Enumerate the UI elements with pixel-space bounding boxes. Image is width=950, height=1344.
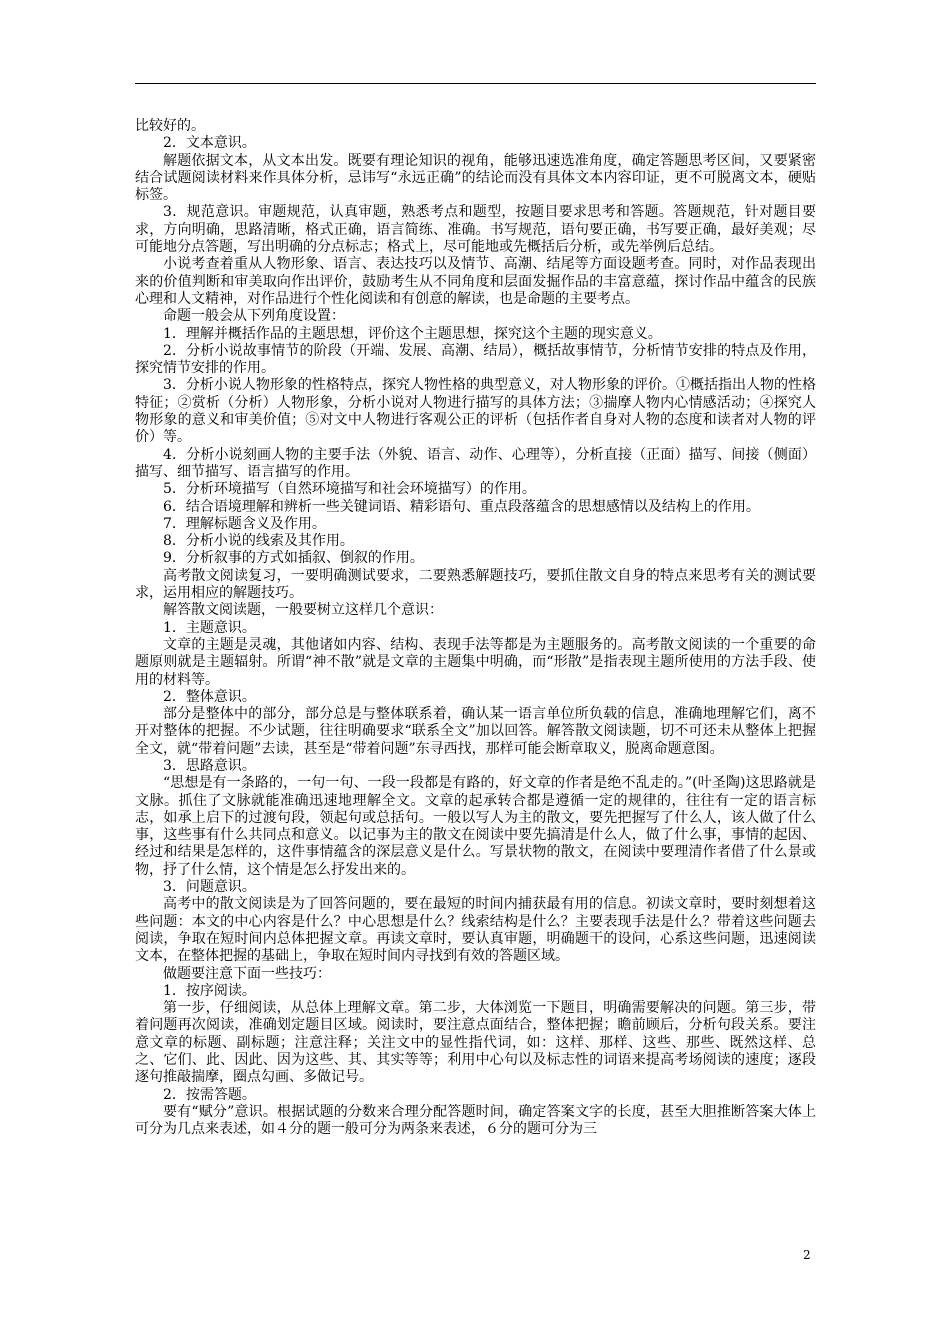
paragraph: 解答散文阅读题，一般要树立这样几个意识： bbox=[163, 602, 443, 619]
paragraph: 1．按序阅读。 bbox=[163, 982, 256, 999]
paragraph: 2．文本意识。 bbox=[163, 135, 256, 152]
paragraph: 9．分析叙事的方式如插叙、倒叙的作用。 bbox=[163, 550, 424, 567]
paragraph: 第一步，仔细阅读，从总体上理解文章。第二步，大体浏览一下题目，明确需要解决的问题。第三步，带着问题再次阅读，准确划定题目区域。阅读时，要注意点面结合，整体把握；瞻前顾后，分析句段关系。要注意文章的标题、副标题；注意注释；关注文中的显性指代词，如：这样、那样、这些、那些、既然这样、总之、它们、此、因此、因为这些、其、其实等等；利用中心句以及标志性的词语来提高考场阅读的速度；逐段逐句推敲揣摩，圈点勾画、多做记号。 bbox=[135, 1000, 816, 1086]
paragraph: 3．分析小说人物形象的性格特点，探究人物性格的典型意义，对人物形象的评价。①概括指出人物的性格特征；②赏析（分析）人物形象，分析小说对人物进行描写的具体方法；③揣摩人物内心情感活动；④探究人物形象的意义和审美价值；⑤对文中人物进行客观公正的评析（包括作者自身对人物的态度和读者对人物的评价）等。 bbox=[135, 377, 816, 446]
paragraph: 5．分析环境描写（自然环境描写和社会环境描写）的作用。 bbox=[163, 481, 536, 498]
paragraph: “思想是有一条路的，一句一句、一段一段都是有路的，好文章的作者是绝不乱走的。”(叶圣陶)这思路就是文脉。抓住了文脉就能准确迅速地理解全文。文章的起承转合都是遵循一定的规律的，往往有一定的语言标志，如承上启下的过渡句段，领起句或总括句。一般以写人为主的散文，要先把握写了什么人，该人做了什么事，这些事有什么共同点和意义。以记事为主的散文在阅读中要先搞清是什么人，做了什么事，事情的起因、经过和结果是怎样的，这件事情蕴含的深层意义是什么。写景状物的散文，在阅读中要理清作者借了什么景或物，抒了什么情，这个情是怎么抒发出来的。 bbox=[135, 775, 816, 878]
header-rule bbox=[135, 83, 816, 84]
paragraph: 2．按需答题。 bbox=[163, 1086, 256, 1103]
paragraph: 高考散文阅读复习，一要明确测试要求，二要熟悉解题技巧，要抓住散文自身的特点来思考有关的测试要求，运用相应的解题技巧。 bbox=[135, 567, 816, 602]
page-number: 2 bbox=[803, 1248, 811, 1262]
paragraph: 1．主题意识。 bbox=[163, 619, 256, 636]
paragraph: 2．分析小说故事情节的阶段（开端、发展、高潮、结局），概括故事情节，分析情节安排的特点及作用，探究情节安排的作用。 bbox=[135, 342, 816, 377]
paragraph: 解题依据文本，从文本出发。既要有理论知识的视角，能够迅速选准角度，确定答题思考区间，又要紧密结合试题阅读材料来作具体分析，忌讳写“永远正确”的结论而没有具体文本内容印证，更不可脱离文本，硬贴标签。 bbox=[135, 152, 816, 204]
paragraph: 1．理解并概括作品的主题思想，评价这个主题思想，探究这个主题的现实意义。 bbox=[163, 325, 662, 342]
paragraph: 文章的主题是灵魂，其他诸如内容、结构、表现手法等都是为主题服务的。高考散文阅读的一个重要的命题原则就是主题辐射。所谓“神不散”就是文章的主题集中明确，而“形散”是指表现主题所使用的方法手段、使用的材料等。 bbox=[135, 636, 816, 688]
paragraph: 高考中的散文阅读是为了回答问题的，要在最短的时间内捕获最有用的信息。初读文章时，要时刻想着这些问题：本文的中心内容是什么？中心思想是什么？线索结构是什么？主要表现手法是什么？带着这些问题去阅读，争取在短时间内总体把握文章。再读文章时，要认真审题，明确题干的设问，心系这些问题，迅速阅读文本，在整体把握的基础上，争取在短时间内寻找到有效的答题区域。 bbox=[135, 896, 816, 965]
paragraph: 3．思路意识。 bbox=[163, 757, 256, 774]
paragraph: 要有“赋分”意识。根据试题的分数来合理分配答题时间，确定答案文字的长度，甚至大胆推断答案大体上可分为几点来表述，如４分的题一般可分为两条来表述，６分的题可分为三 bbox=[135, 1103, 816, 1138]
paragraph: 2．整体意识。 bbox=[163, 688, 256, 705]
paragraph: 7．理解标题含义及作用。 bbox=[163, 515, 326, 532]
paragraph: 小说考查着重从人物形象、语言、表达技巧以及情节、高潮、结尾等方面设题考查。同时，对作品表现出来的价值判断和审美取向作出评价，鼓励考生从不同角度和层面发掘作品的丰富意蕴，探讨作品中蕴含的民族心理和人文精神，对作品进行个性化阅读和有创意的解读，也是命题的主要考点。 bbox=[135, 256, 816, 307]
paragraph: 做题要注意下面一些技巧： bbox=[163, 965, 331, 982]
paragraph: 命题一般会从下列角度设置： bbox=[163, 308, 345, 325]
paragraph: 8．分析小说的线索及其作用。 bbox=[163, 533, 354, 550]
paragraph: 4．分析小说刻画人物的主要手法（外貌、语言、动作、心理等），分析直接（正面）描写、间接（侧面）描写、细节描写、语言描写的作用。 bbox=[135, 446, 816, 480]
paragraph: 6．结合语境理解和辨析一些关键词语、精彩语句、重点段落蕴含的思想感情以及结构上的作用。 bbox=[163, 498, 760, 515]
paragraph: 部分是整体中的部分，部分总是与整体联系着，确认某一语言单位所负载的信息，准确地理解它们，离不开对整体的把握。不少试题，往往明确要求“联系全文”加以回答。解答散文阅读题，切不可还未从整体上把握全文，就“带着问题”去读，甚至是“带着问题”东寻西找，那样可能会断章取义，脱离命题意图。 bbox=[135, 706, 816, 757]
body-text bbox=[135, 118, 816, 1139]
paragraph: 3．问题意识。 bbox=[163, 879, 256, 896]
paragraph: 3．规范意识。审题规范，认真审题，熟悉考点和题型，按题目要求思考和答题。答题规范，针对题目要求，方向明确，思路清晰，格式正确，语言简练、准确。书写规范，语句要正确，书写要正确，最好美观；尽可能地分点答题，写出明确的分点标志；格式上，尽可能地或先概括后分析，或先举例后总结。 bbox=[135, 204, 816, 256]
paragraph: 比较好的。 bbox=[135, 118, 205, 134]
